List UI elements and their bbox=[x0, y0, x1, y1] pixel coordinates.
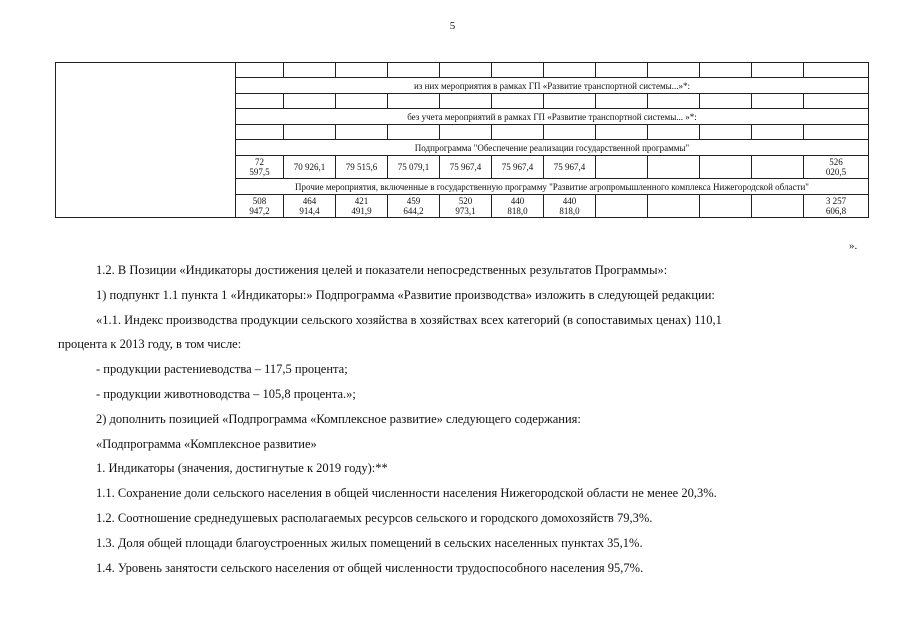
table-cell bbox=[492, 125, 544, 140]
table-section-label: Подпрограмма "Обеспечение реализации государственной программы" bbox=[236, 140, 869, 156]
table-section-label: без учета мероприятий в рамках ГП «Развитие транспортной системы... »*: bbox=[236, 109, 869, 125]
table-cell bbox=[596, 94, 648, 109]
paragraph: «Подпрограмма «Комплексное развитие» bbox=[96, 436, 317, 451]
table-cell bbox=[388, 94, 440, 109]
table-cell: 459 644,2 bbox=[388, 195, 440, 218]
paragraph: 1.3. Доля общей площади благоустроенных жилых помещений в сельских населенных пунктах 35,1%. bbox=[96, 535, 643, 550]
table-cell bbox=[804, 63, 869, 78]
table-cell bbox=[440, 63, 492, 78]
budget-table bbox=[55, 62, 869, 218]
paragraph: 1.2. В Позиции «Индикаторы достижения целей и показатели непосредственных результатов Программы»: bbox=[96, 263, 668, 277]
paragraph: процента к 2013 году, в том числе: bbox=[58, 337, 242, 352]
table-cell bbox=[236, 63, 284, 78]
table-cell bbox=[544, 94, 596, 109]
table-cell: 75 967,4 bbox=[440, 156, 492, 179]
table-cell: 75 967,4 bbox=[544, 156, 596, 179]
table-cell bbox=[336, 63, 388, 78]
table-cell bbox=[752, 125, 804, 140]
table-cell bbox=[284, 125, 336, 140]
table-cell bbox=[544, 63, 596, 78]
table-cell bbox=[804, 125, 869, 140]
table-cell: 70 926,1 bbox=[284, 156, 336, 179]
paragraph: «1.1. Индекс производства продукции сельского хозяйства в хозяйствах всех категорий (в сопоставимых ценах) 110,1 bbox=[96, 312, 722, 327]
table-cell: 421 491,9 bbox=[336, 195, 388, 218]
table-cell bbox=[388, 63, 440, 78]
paragraph: 1.1. Сохранение доли сельского населения в общей численности населения Нижегородской области не менее 20,3%. bbox=[96, 486, 717, 501]
paragraph: 2) дополнить позицией «Подпрограмма «Комплексное развитие» следующего содержания: bbox=[96, 411, 581, 426]
table-section-label: Прочие мероприятия, включенные в государственную программу "Развитие агропромышленного комплекса Нижегородской области" bbox=[236, 179, 869, 195]
paragraph: 1. Индикаторы (значения, достигнутые к 2019 году):** bbox=[96, 461, 388, 476]
table-cell bbox=[648, 195, 700, 218]
table-cell bbox=[648, 125, 700, 140]
table-cell bbox=[596, 63, 648, 78]
table-cell: 526 020,5 bbox=[804, 156, 869, 179]
paragraph: - продукции растениеводства – 117,5 процента; bbox=[96, 362, 348, 377]
table-cell: 508 947,2 bbox=[236, 195, 284, 218]
table-cell bbox=[596, 125, 648, 140]
document-body bbox=[58, 258, 858, 580]
table-cell bbox=[440, 125, 492, 140]
table-cell bbox=[284, 63, 336, 78]
table-cell bbox=[596, 195, 648, 218]
paragraph: - продукции животноводства – 105,8 процента.»; bbox=[96, 386, 356, 401]
table-cell bbox=[700, 195, 752, 218]
table-cell bbox=[492, 94, 544, 109]
table-cell bbox=[700, 125, 752, 140]
table-cell bbox=[752, 195, 804, 218]
table-section-label: из них мероприятия в рамках ГП «Развитие транспортной системы...»*: bbox=[236, 78, 869, 94]
table-cell: 79 515,6 bbox=[336, 156, 388, 179]
table-row bbox=[56, 63, 869, 78]
table-cell: 75 079,1 bbox=[388, 156, 440, 179]
table-cell bbox=[752, 94, 804, 109]
table-cell bbox=[336, 94, 388, 109]
table-cell bbox=[700, 156, 752, 179]
table-cell bbox=[492, 63, 544, 78]
paragraph: 1.2. Соотношение среднедушевых располагаемых ресурсов сельского и городского домохозяйств 79,3%. bbox=[96, 510, 653, 525]
table-cell bbox=[648, 156, 700, 179]
table-cell bbox=[648, 63, 700, 78]
table-cell: 75 967,4 bbox=[492, 156, 544, 179]
table-cell bbox=[388, 125, 440, 140]
table-cell: 3 257 606,8 bbox=[804, 195, 869, 218]
paragraph: 1.4. Уровень занятости сельского населения от общей численности трудоспособного населения 95,7%. bbox=[96, 560, 644, 575]
table-cell bbox=[700, 63, 752, 78]
table-cell bbox=[804, 94, 869, 109]
paragraph: 1) подпункт 1.1 пункта 1 «Индикаторы:» Подпрограмма «Развитие производства» изложить в следующей редакции: bbox=[96, 287, 715, 302]
table-cell bbox=[752, 63, 804, 78]
table-cell: 464 914,4 bbox=[284, 195, 336, 218]
table-cell bbox=[236, 125, 284, 140]
table-cell bbox=[284, 94, 336, 109]
table-cell bbox=[236, 94, 284, 109]
table-cell bbox=[336, 125, 388, 140]
table-cell bbox=[752, 156, 804, 179]
table-left-block bbox=[56, 63, 236, 218]
page-number: 5 bbox=[449, 20, 456, 32]
table-cell bbox=[596, 156, 648, 179]
quote-close-mark: ». bbox=[849, 240, 858, 252]
table-cell: 440 818,0 bbox=[544, 195, 596, 218]
table-cell bbox=[648, 94, 700, 109]
table-cell: 72 597,5 bbox=[236, 156, 284, 179]
table-cell: 440 818,0 bbox=[492, 195, 544, 218]
table-cell bbox=[544, 125, 596, 140]
table-cell bbox=[440, 94, 492, 109]
table-cell: 520 973,1 bbox=[440, 195, 492, 218]
table-cell bbox=[700, 94, 752, 109]
